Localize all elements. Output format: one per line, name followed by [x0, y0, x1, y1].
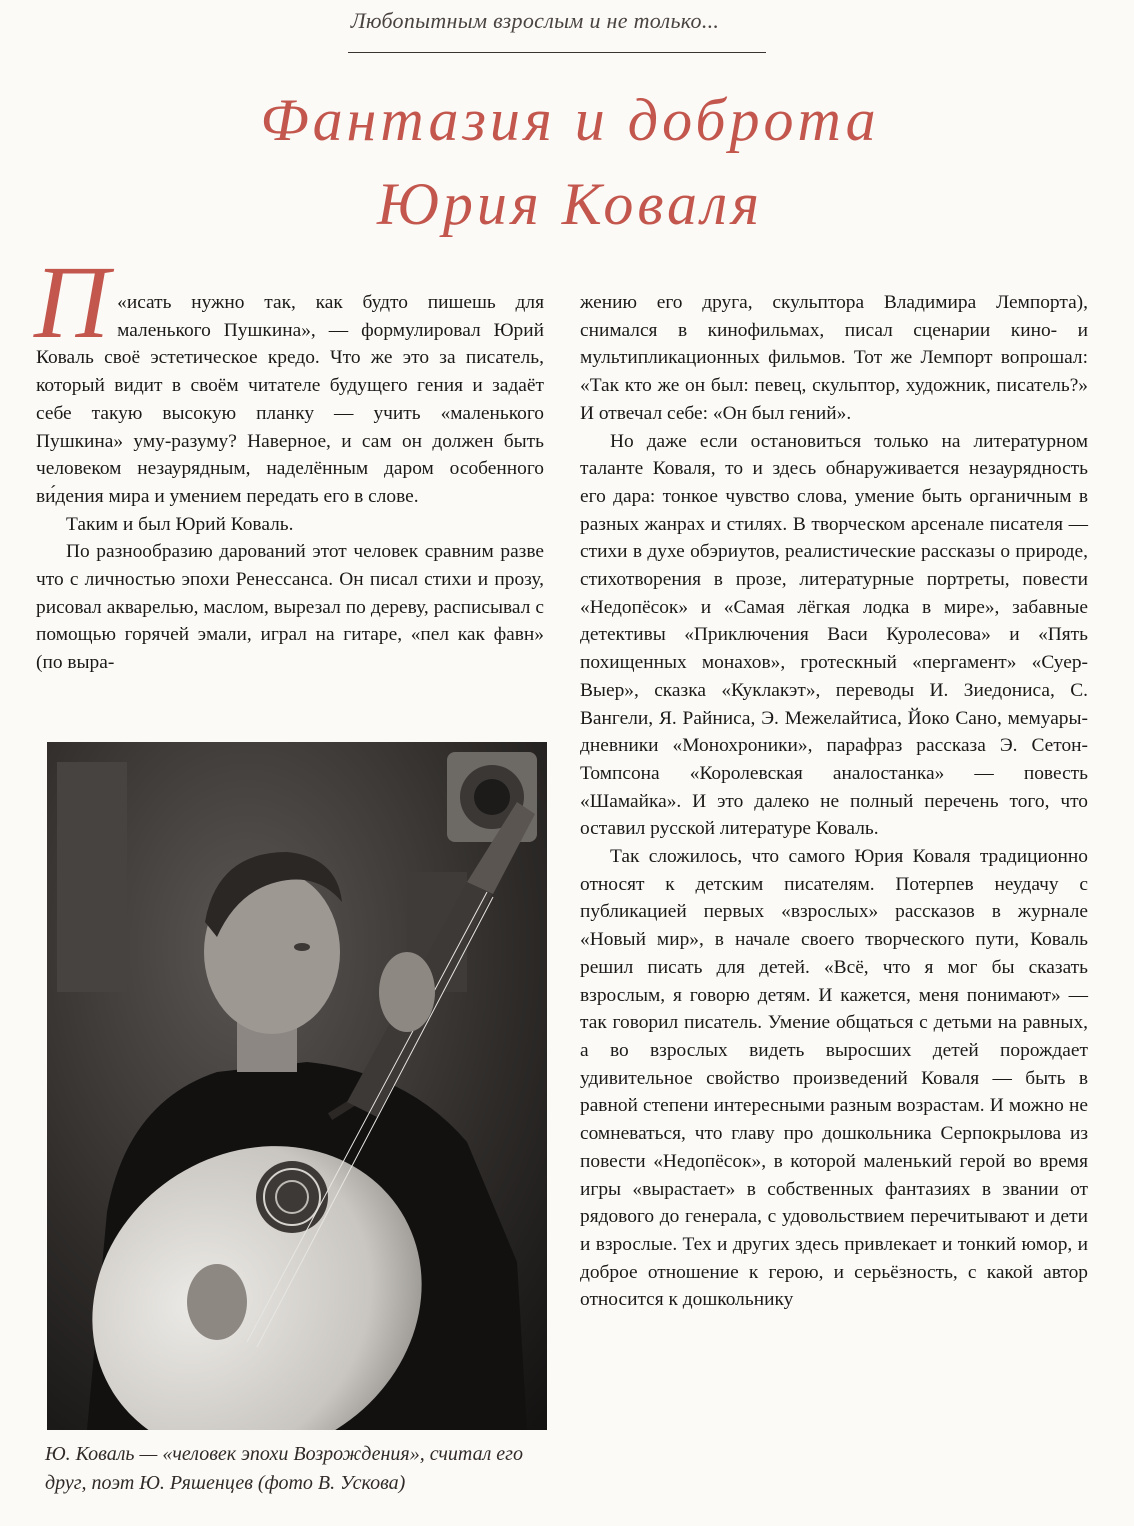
right-paragraph-3: Так сложилось, что самого Юрия Коваля традиционно относят к детским писателям. Потерпев неудачу с публикацией первых «взрослых» рассказов в журнале «Новый мир», в начале своего творческого пути, Коваль решил писать для детей. «Всё, что я мог бы сказать взрослым, я говорю детям. И кажется, меня понимают» — так говорил писатель. Умение общаться с детьми на равных, а во взрослых видеть выросших детей порождает удивительное свойство произведений Коваля — быть в равной степени интересными разным возрастам. И можно не сомневаться, что главу про дошкольника Серпокрылова из повести «Недопёсок», в которой маленький герой во время игры «вырастает» в собственных фантазиях в звании от рядового до генерала, с удовольствием перечитывают и дети и взрослые. Тех и других здесь привлекает и тонкий юмор, и доброе отношение к герою, и серьёзность, с какой автор относится к дошкольнику [580, 846, 1088, 1311]
left-paragraph-1 [34, 245, 544, 511]
running-header: Любопытным взрослым и не только... [350, 8, 720, 33]
right-paragraph-1: жению его друга, скульптора Владимира Лемпорта), снимался в кинофильмах, писал сценарии кино- и мультипликационных фильмов. Тот же Лемпорт вопрошал: «Так кто же он был: певец, скульптор, художник, писатель?» И отвечал себе: «Он был гений». [580, 292, 1088, 424]
article-title [120, 78, 1020, 246]
header-rule [348, 52, 766, 53]
portrait-photo [47, 742, 547, 1430]
drop-cap: П [34, 245, 110, 360]
title-line-2: Юрия Коваля [376, 171, 764, 237]
left-paragraph-3: По разнообразию дарований этот человек сравним разве что с личностью эпохи Ренессанса. Он писал стихи и прозу, рисовал акварелью, маслом, вырезал по дереву, расписывал с помощью горячей эмали, играл на гитаре, «пел как фавн» (по выра- [36, 541, 544, 674]
left-paragraph-1-text: исать нужно так, как будто пишешь для маленького Пушкина», — формулировал Юрий Коваль своё эстетическое кредо. Что же это за писатель, который видит в своём читателе будущего гения и задаёт себе такую высокую планку — учить «маленького Пушкина» уму-разуму? Наверное, и сам он должен быть человеком незаурядным, наделённым даром особенного ви́дения мира и умением передать его в слове. [36, 292, 544, 507]
left-paragraph-2: Таким и был Юрий Коваль. [66, 513, 294, 535]
right-paragraph-2: Но даже если остановиться только на литературном таланте Коваля, то и здесь обнаруживается незаурядность его дара: тонкое чувство слова, умение быть органичным в разных жанрах и стилях. В творческом арсенале писателя — стихи в духе обэриутов, реалистические рассказы о природе, стихотворения в прозе, литературные портреты, повести «Недопёсок» и «Самая лёгкая лодка в мире», забавные детективы «Приключения Васи Куролесова» и «Пять похищенных монахов», гротескный «пергамент» «Суер-Выер», сказка «Куклакэт», переводы И. Зиедониса, С. Вангели, Я. Райниса, Э. Межелайтиса, Йоко Сано, мемуары-дневники «Монохроники», парафраз рассказа Э. Сетон-Томпсона «Королевская аналостанка» — повесть «Шамайка». И это далеко не полный перечень того, что оставил русской литературе Коваль. [580, 430, 1088, 840]
left-column [34, 245, 544, 677]
opening-quote: « [117, 292, 127, 313]
photo-caption: Ю. Коваль — «человек эпохи Возрождения», считал его друг, поэт Ю. Ряшенцев (фото В. Ускова) [45, 1443, 523, 1494]
lute-player-photo-icon [47, 742, 547, 1430]
right-column [580, 289, 1088, 1314]
title-line-1: Фантазия и доброта [260, 87, 880, 153]
